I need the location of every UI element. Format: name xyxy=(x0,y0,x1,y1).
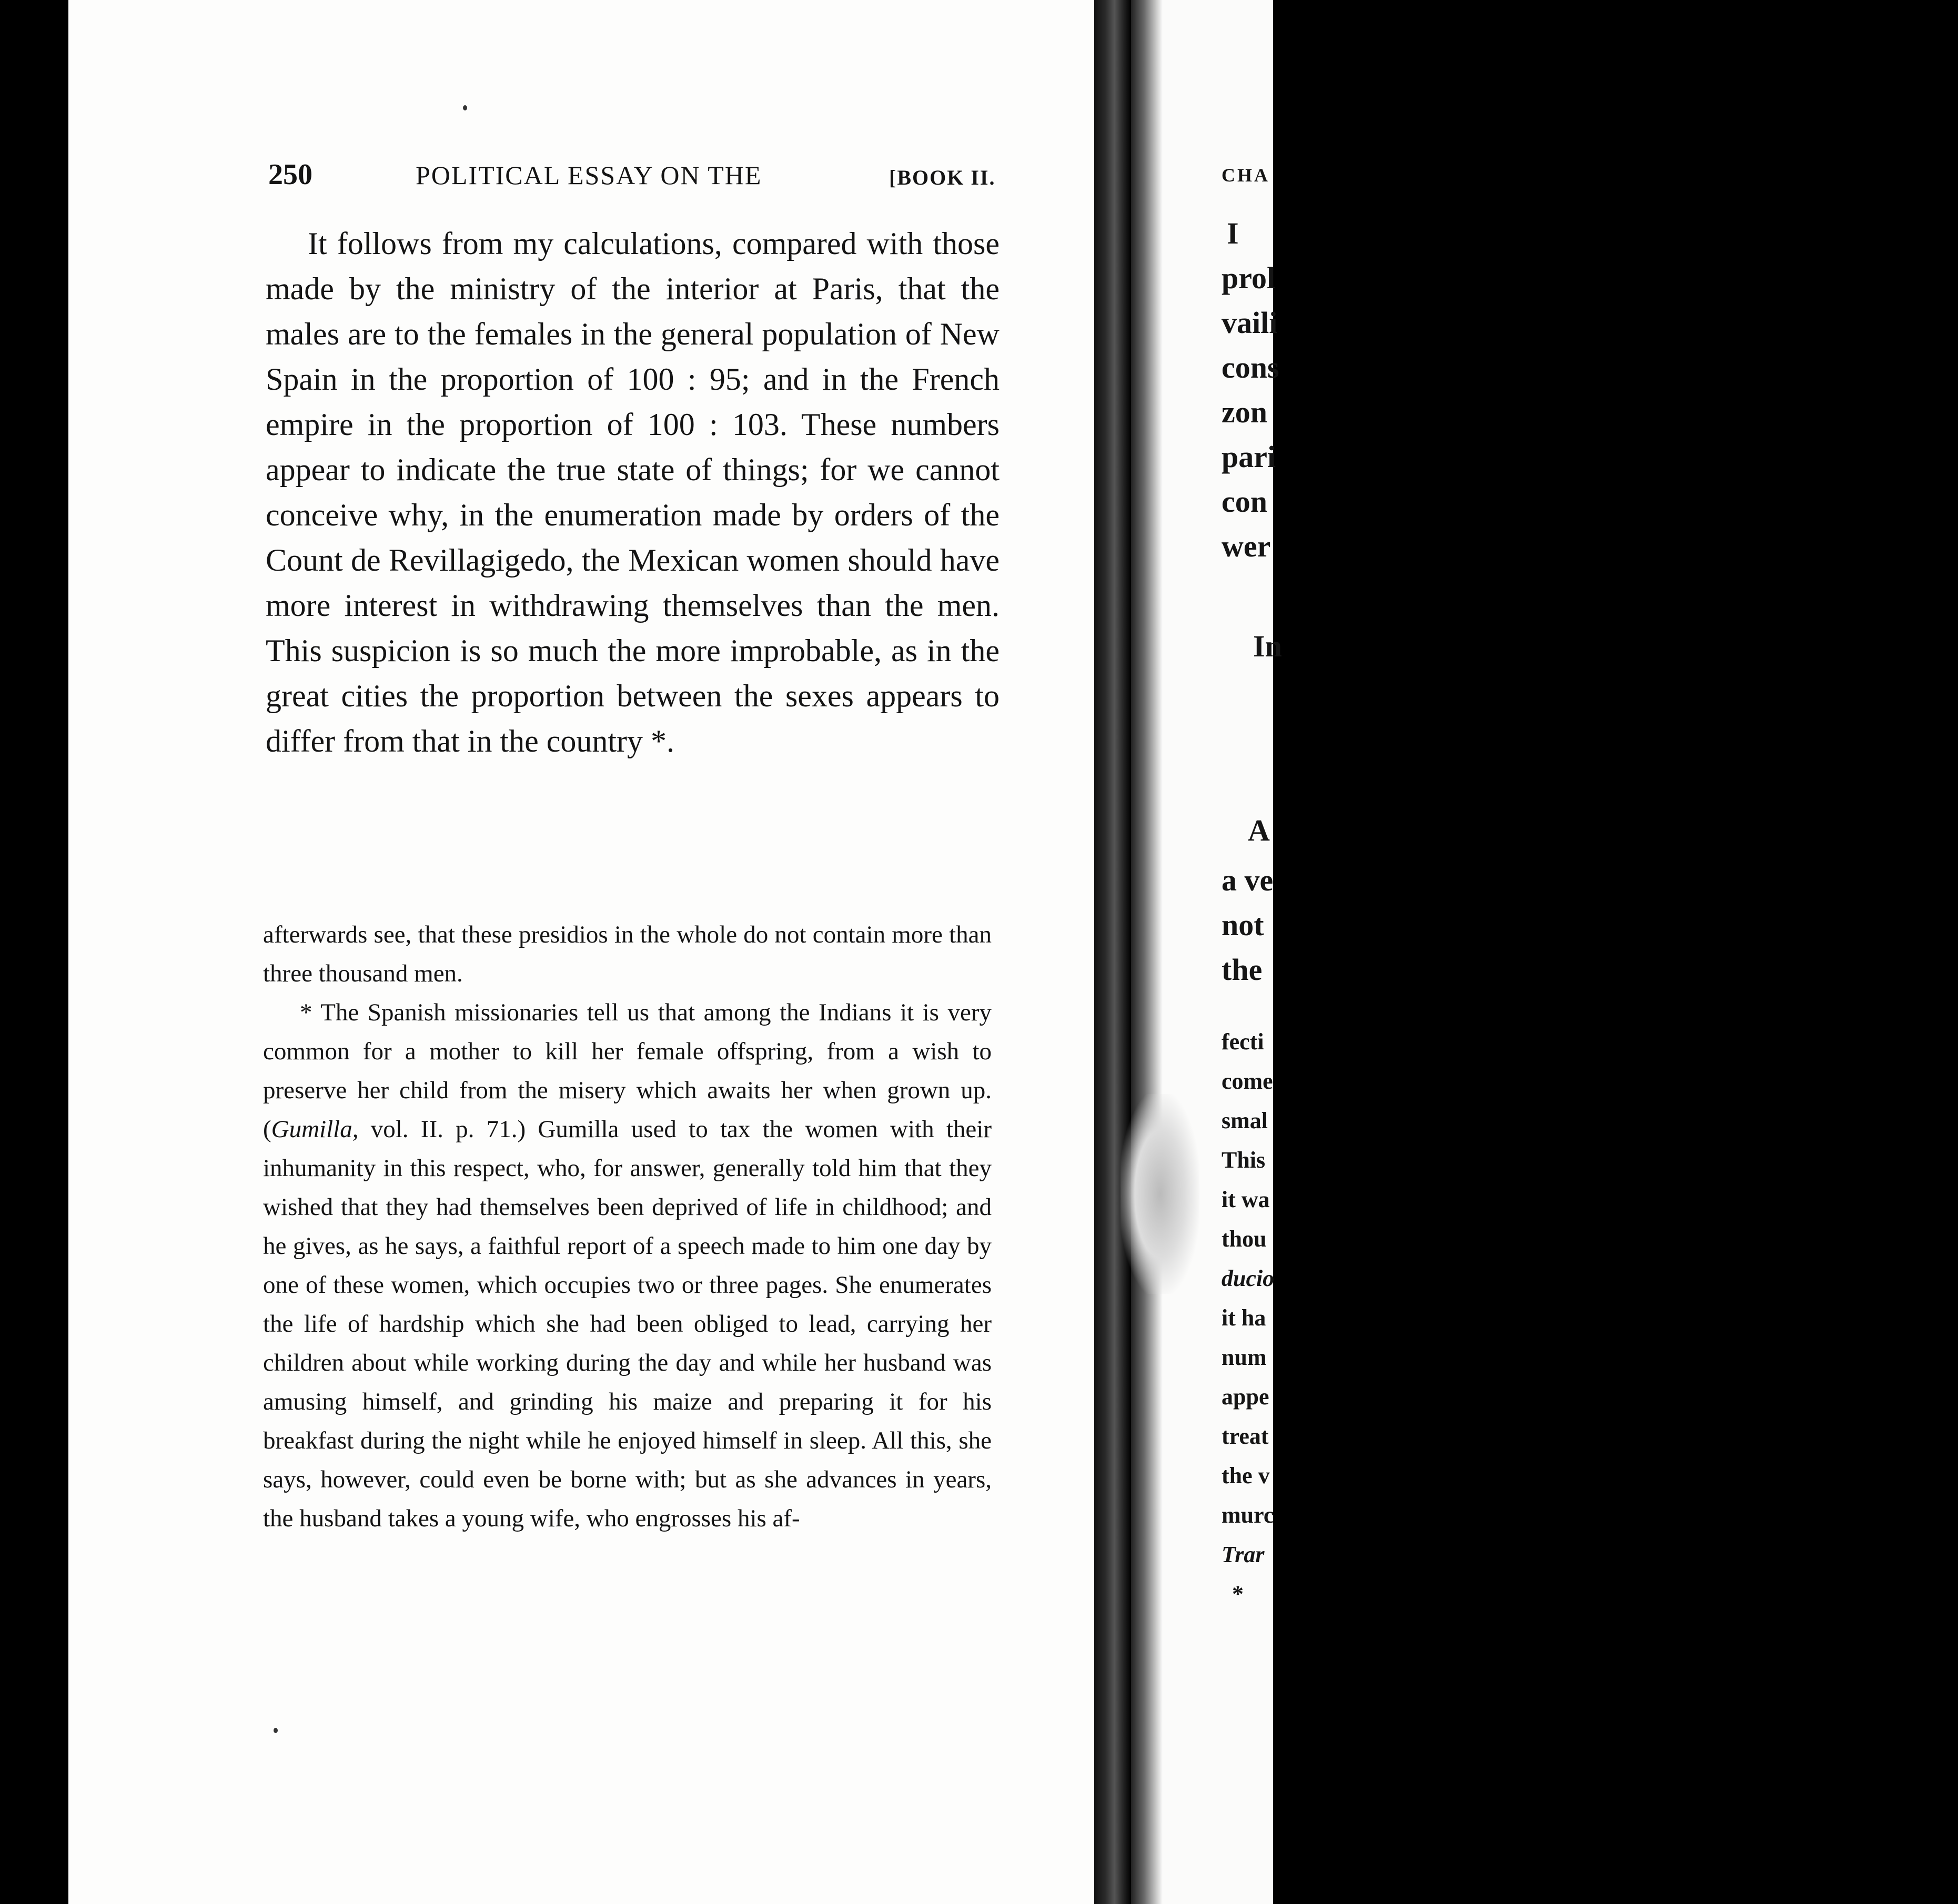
right-line: the xyxy=(1222,953,1263,987)
footnote-star xyxy=(263,993,992,1538)
right-line: it wa xyxy=(1222,1187,1270,1212)
right-line: num xyxy=(1222,1344,1267,1370)
right-page xyxy=(1131,0,1282,1904)
right-line: a ve xyxy=(1222,863,1274,897)
paper-stain xyxy=(1121,1094,1199,1294)
page-number: 250 xyxy=(268,158,312,191)
right-line: Trar xyxy=(1222,1542,1265,1567)
right-line: wer xyxy=(1222,529,1271,563)
right-line: A xyxy=(1248,813,1270,847)
body-paragraph: It follows from my calculations, compared with those made by the ministry of the interior at Paris, that the males are to the females in the general population of New Spain in the proportion of 100 : 95; and in the French empire in the proportion of 100 : 103. These numbers appear to indicate the true state of things; for we cannot conceive why, in the enumeration made by orders of the Count de Revillagigedo, the Mexican women should have more interest in withdrawing themselves than the men. This suspicion is so much the more improbable, as in the great cities the proportion between the sexes appears to differ from that in the country *. xyxy=(266,226,1000,758)
right-line: con xyxy=(1222,484,1267,519)
footnote-text: * The Spanish missionaries tell us that among the Indians it is very common for a mother to kill her female offspring, from a wish to preserve her child from the misery which awaits her when grown up. ( xyxy=(263,999,992,1143)
scan-border-left xyxy=(0,0,68,1904)
right-line: come xyxy=(1222,1068,1273,1094)
main-body-text xyxy=(266,221,1000,764)
right-line: appe xyxy=(1222,1384,1269,1410)
footnote-citation: Gumilla, xyxy=(271,1116,359,1143)
right-page-header: CHA xyxy=(1222,165,1270,186)
footnote-text: vol. II. p. 71.) Gumilla used to tax the women with their inhumanity in this respect, who, for answer, generally told him that they wished that they had themselves been deprived of life in childhood; and he gives, as he says, a faithful report of a speech made to him one day by one of these women, which occupies two or three pages. She enumerates the life of hardship which she had been obliged to lead, carrying her children about while working during the day and while her husband was amusing himself, and grinding his maize and preparing it for his breakfast during the night while he enjoyed himself in sleep. All this, she says, however, could even be borne with; but as she advances in years, the husband takes a young wife, who engrosses his af- xyxy=(263,1116,992,1532)
right-line: cons xyxy=(1222,350,1279,384)
gutter-shadow xyxy=(1131,0,1163,1904)
right-line: * xyxy=(1232,1581,1244,1607)
page-header xyxy=(268,158,1005,200)
right-line: smal xyxy=(1222,1108,1268,1133)
right-line: This xyxy=(1222,1147,1266,1173)
ink-speck xyxy=(463,105,467,110)
book-gutter xyxy=(1094,0,1131,1904)
right-line: In xyxy=(1253,629,1282,663)
right-line: vaili xyxy=(1222,306,1278,340)
right-line: I xyxy=(1227,216,1239,250)
right-line: murc xyxy=(1222,1502,1274,1528)
right-line: ducio xyxy=(1222,1265,1275,1291)
right-line: it ha xyxy=(1222,1305,1266,1331)
right-line: thou xyxy=(1222,1226,1267,1252)
right-line: pari xyxy=(1222,440,1276,474)
footnote-continued: afterwards see, that these presidios in the whole do not contain more than three thousand men. xyxy=(263,921,992,987)
right-line: not xyxy=(1222,908,1264,942)
right-line: treat xyxy=(1222,1423,1269,1449)
right-line: prol xyxy=(1222,261,1276,295)
book-reference: [BOOK II. xyxy=(889,166,996,189)
running-title: POLITICAL ESSAY ON THE xyxy=(416,160,762,190)
right-line: fecti xyxy=(1222,1029,1264,1055)
ink-speck xyxy=(274,1728,278,1733)
right-line: the v xyxy=(1222,1463,1270,1488)
footnotes xyxy=(263,915,992,1538)
right-line: zon xyxy=(1222,395,1267,429)
